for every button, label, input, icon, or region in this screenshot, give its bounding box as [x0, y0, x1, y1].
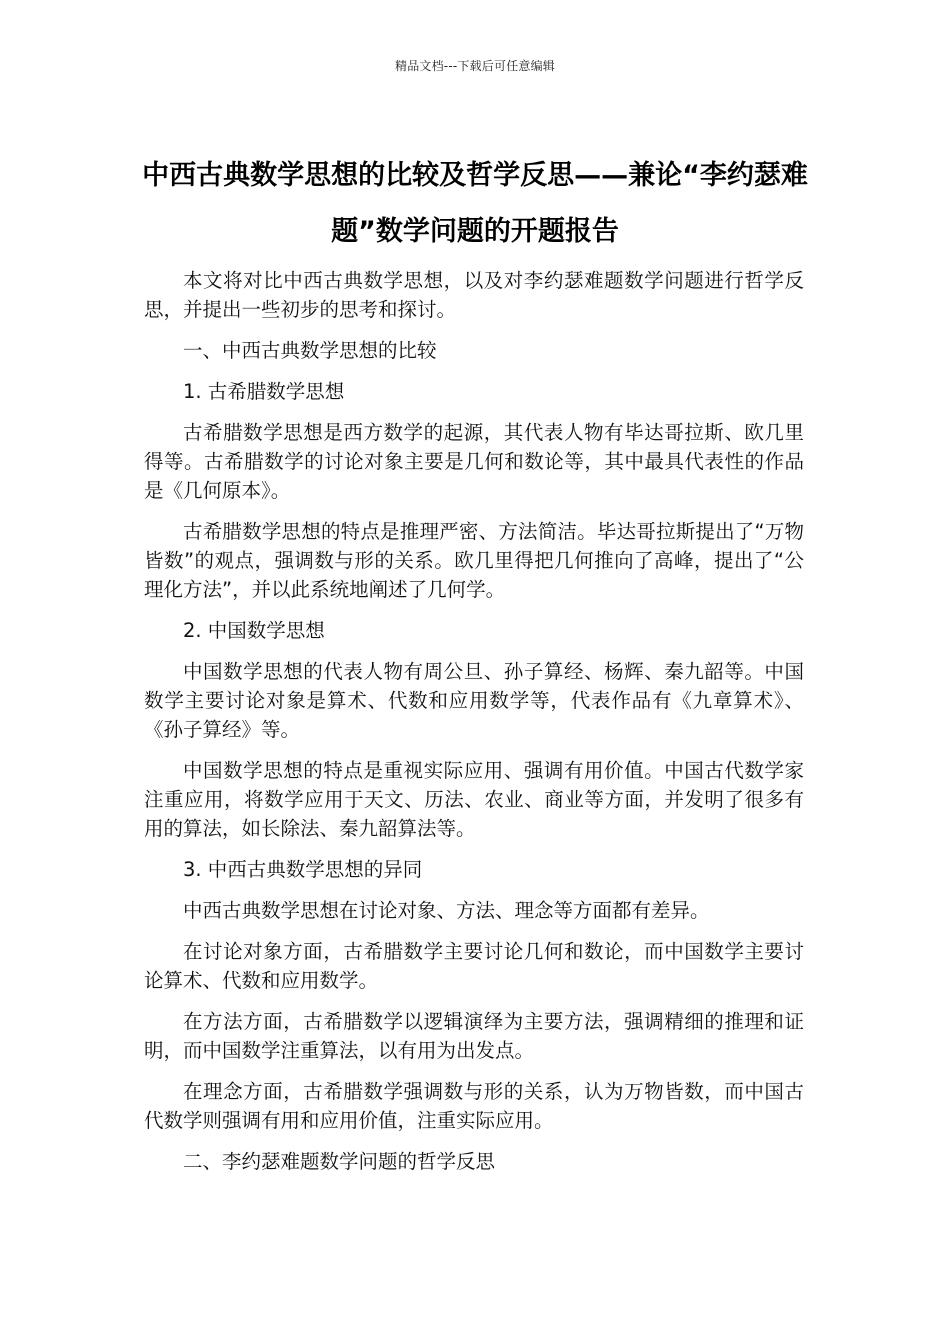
- body-paragraph: 古希腊数学思想是西方数学的起源，其代表人物有毕达哥拉斯、欧几里得等。古希腊数学的讨论对象主要是几何和数论等，其中最具代表性的作品是《几何原本》。: [144, 421, 804, 502]
- body-paragraph: 中西古典数学思想在讨论对象、方法、理念等方面都有差异。: [183, 899, 710, 922]
- intro-paragraph: 本文将对比中西古典数学思想，以及对李约瑟难题数学问题进行哲学反思，并提出一些初步的思考和探讨。: [144, 269, 804, 321]
- document-title: 中西古典数学思想的比较及哲学反思——兼论“李约瑟难题”数学问题的开题报告: [142, 160, 808, 248]
- body-paragraph: 在讨论对象方面，古希腊数学主要讨论几何和数论，而中国数学主要讨论算术、代数和应用数学。: [144, 940, 804, 992]
- subsection-heading-greek: 1. 古希腊数学思想: [183, 380, 345, 403]
- body-paragraph: 中国数学思想的特点是重视实际应用、强调有用价值。中国古代数学家注重应用，将数学应用于天文、历法、农业、商业等方面，并发明了很多有用的算法，如长除法、秦九韶算法等。: [144, 759, 804, 840]
- document-body: [144, 266, 804, 1188]
- header-note: 精品文档---下载后可任意编辑: [395, 59, 555, 73]
- body-paragraph: 古希腊数学思想的特点是推理严密、方法简洁。毕达哥拉斯提出了“万物皆数”的观点，强调数与形的关系。欧几里得把几何推向了高峰，提出了“公理化方法”，并以此系统地阐述了几何学。: [144, 520, 804, 601]
- body-paragraph: 在方法方面，古希腊数学以逻辑演绎为主要方法，强调精细的推理和证明，而中国数学注重算法，以有用为出发点。: [144, 1010, 804, 1062]
- body-paragraph: 中国数学思想的代表人物有周公旦、孙子算经、杨辉、秦九韶等。中国数学主要讨论对象是算术、代数和应用数学等，代表作品有《九章算术》、《孙子算经》等。: [144, 660, 804, 741]
- section-heading-2: 二、李约瑟难题数学问题的哲学反思: [183, 1150, 496, 1173]
- section-heading-1: 一、中西古典数学思想的比较: [183, 339, 437, 362]
- subsection-heading-chinese: 2. 中国数学思想: [183, 619, 325, 642]
- body-paragraph: 在理念方面，古希腊数学强调数与形的关系，认为万物皆数，而中国古代数学则强调有用和应用价值，注重实际应用。: [144, 1080, 804, 1132]
- subsection-heading-comparison: 3. 中西古典数学思想的异同: [183, 858, 423, 881]
